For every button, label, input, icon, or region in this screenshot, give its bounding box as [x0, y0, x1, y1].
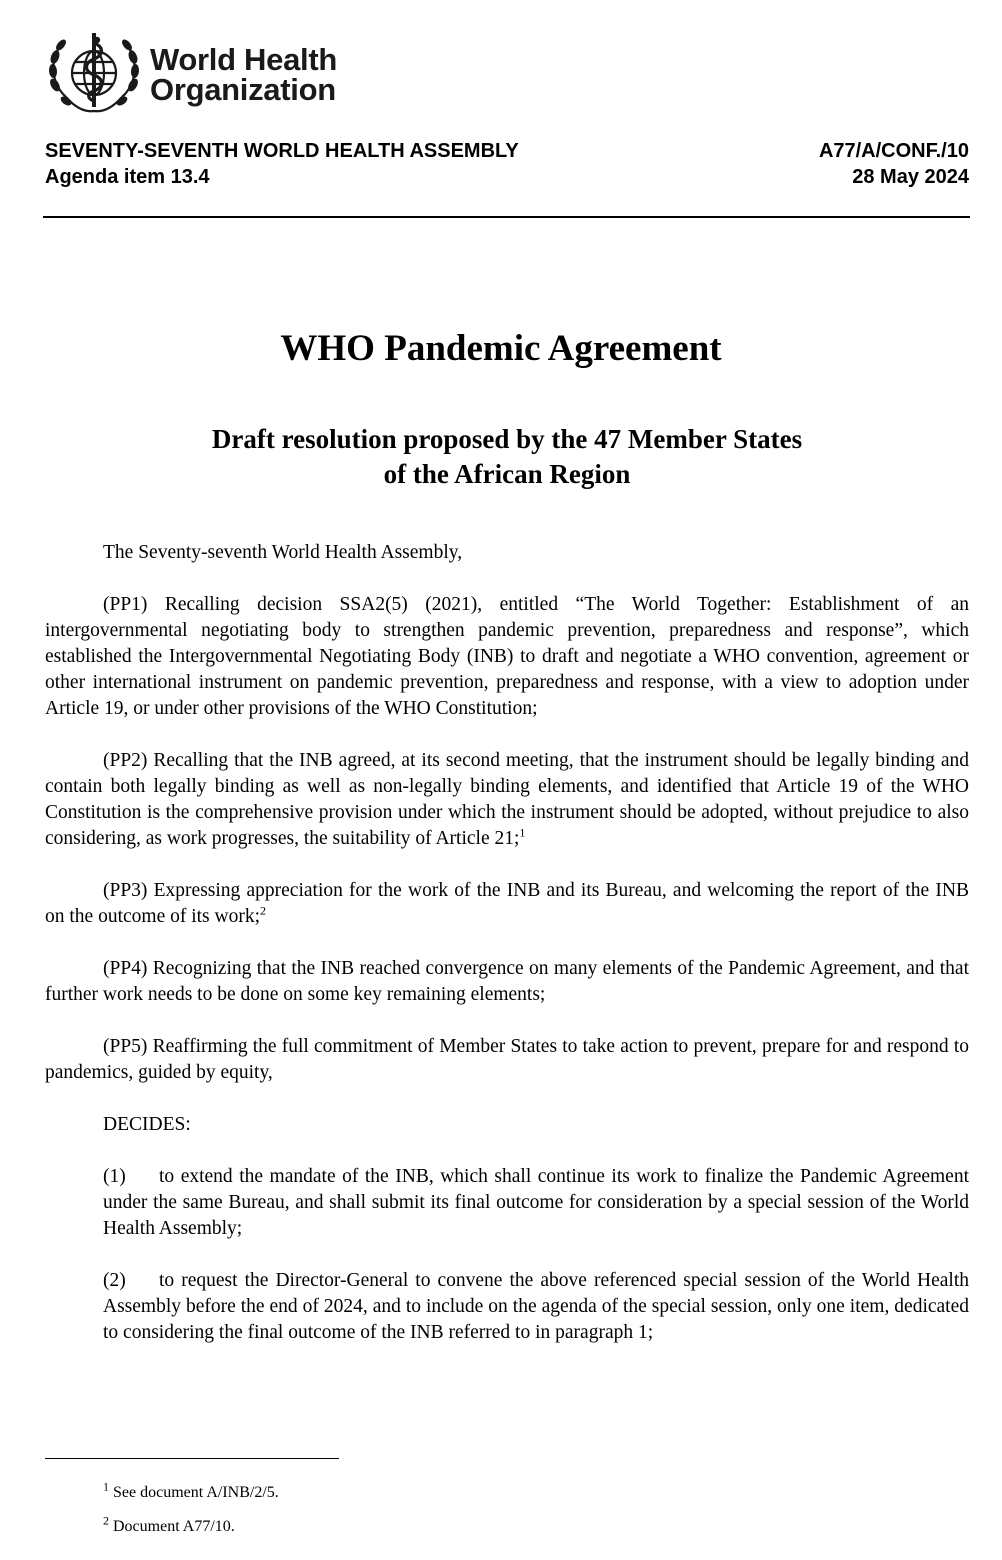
who-emblem-icon — [44, 27, 144, 123]
footnote-1 — [103, 1479, 279, 1503]
footnote-2 — [103, 1513, 235, 1537]
op2-text: to request the Director-General to convene the above referenced special session of the World Health Assembly before the end of 2024, and to include on the agenda of the special session, only one item, dedicated to considering the final outcome of the INB referred to in paragraph 1; — [103, 1270, 969, 1343]
footnote-1-mark: 1 — [103, 1479, 109, 1494]
paragraph-pp3 — [45, 878, 969, 930]
document-date: 28 May 2024 — [852, 166, 969, 188]
decides-heading: DECIDES: — [103, 1114, 191, 1135]
paragraph-pp2 — [45, 748, 969, 852]
paragraph-pp2-text: (PP2) Recalling that the INB agreed, at its second meeting, that the instrument should be legally binding and contain both legally binding as well as non-legally binding elements, and identified that Article 19 of the WHO Constitution is the comprehensive provision under which the instrument should be adopted, without prejudice to also considering, as work progresses, the suitability of Article 21; — [45, 750, 969, 849]
paragraph-pp4: (PP4) Recognizing that the INB reached convergence on many elements of the Pandemic Agreement, and that further work needs to be done on some key remaining elements; — [45, 958, 969, 1005]
header-left — [45, 138, 519, 190]
op2-number: (2) — [103, 1270, 126, 1291]
paragraph-pp3-text: (PP3) Expressing appreciation for the work of the INB and its Bureau, and welcoming the report of the INB on the outcome of its work; — [45, 880, 969, 927]
who-wordmark-line2: Organization — [150, 72, 336, 107]
page-title: WHO Pandemic Agreement — [280, 328, 722, 369]
subtitle-line-1: Draft resolution proposed by the 47 Member States — [211, 424, 803, 454]
agenda-item: Agenda item 13.4 — [45, 166, 210, 188]
footnote-divider — [45, 1458, 339, 1459]
footnote-2-text: Document A77/10. — [113, 1518, 235, 1535]
paragraph-pp5: (PP5) Reaffirming the full commitment of Member States to take action to prevent, prepare for and respond to pandemics, guided by equity, — [45, 1036, 969, 1083]
page-subtitle — [0, 422, 1002, 492]
footnote-ref-1[interactable]: 1 — [519, 825, 526, 840]
operative-paragraph-2 — [103, 1268, 969, 1346]
op1-number: (1) — [103, 1166, 126, 1187]
resolution-body — [45, 540, 969, 1372]
footnote-2-mark: 2 — [103, 1513, 109, 1528]
who-logo — [44, 27, 337, 123]
footnote-1-text: See document A/INB/2/5. — [113, 1484, 279, 1501]
subtitle-line-2: of the African Region — [383, 459, 631, 489]
footnote-ref-2[interactable]: 2 — [260, 903, 267, 918]
who-wordmark-line1: World Health — [150, 42, 338, 77]
operative-paragraph-1 — [103, 1164, 969, 1242]
document-code: A77/A/CONF./10 — [818, 140, 969, 162]
assembly-name: SEVENTY-SEVENTH WORLD HEALTH ASSEMBLY — [45, 140, 519, 162]
preamble-intro: The Seventy-seventh World Health Assembly, — [103, 542, 463, 563]
who-wordmark — [150, 42, 338, 107]
header-divider — [43, 216, 970, 218]
paragraph-pp1: (PP1) Recalling decision SSA2(5) (2021), entitled “The World Together: Establishment of an intergovernmental negotiating body to strengthen pandemic prevention, preparedness and response”, which established the Intergovernmental Negotiating Body (INB) to draft and negotiate a WHO convention, agreement or other international instrument on pandemic prevention, preparedness and response, with a view to adoption under Article 19, or under other provisions of the WHO Constitution; — [45, 594, 969, 719]
op1-text: to extend the mandate of the INB, which shall continue its work to finalize the Pandemic Agreement under the same Bureau, and shall submit its final outcome for consideration by a special session of the World Health Assembly; — [103, 1166, 969, 1239]
header-right — [819, 138, 969, 190]
